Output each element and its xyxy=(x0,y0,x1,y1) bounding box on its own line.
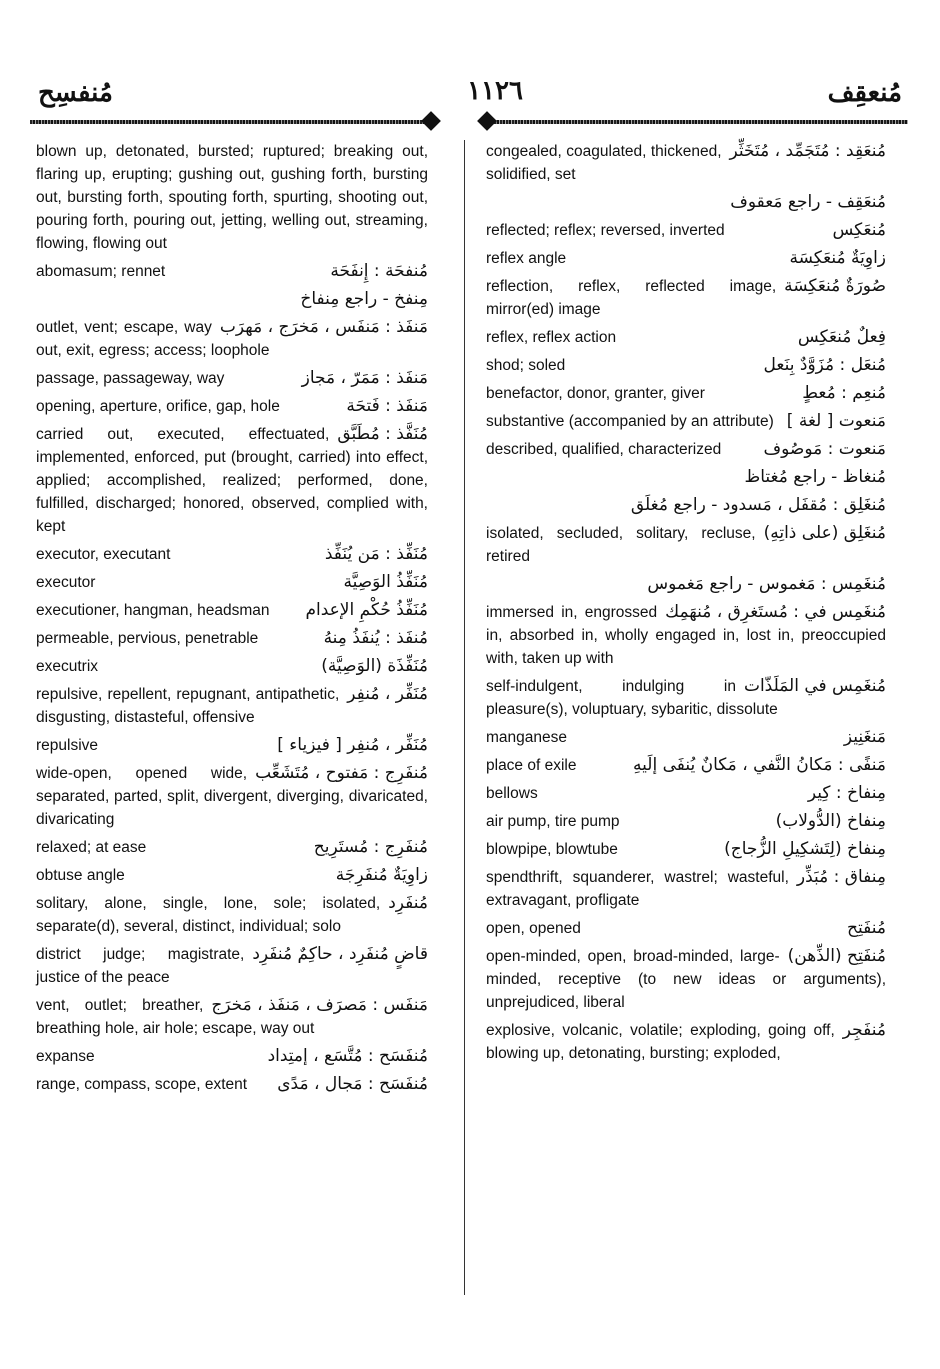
dictionary-entry xyxy=(486,354,886,377)
english-definition: expanse xyxy=(36,1048,95,1065)
arabic-headword: مُنفَرِد xyxy=(388,893,428,913)
header-rule-right xyxy=(488,118,908,126)
english-definition: opening, aperture, orifice, gap, hole xyxy=(36,398,280,415)
english-definition: obtuse angle xyxy=(36,867,125,884)
dictionary-entry xyxy=(36,599,428,622)
dictionary-entry xyxy=(486,410,886,433)
diamond-ornament-icon xyxy=(421,111,441,131)
dictionary-entry xyxy=(486,326,886,349)
english-definition: immersed in, engrossed in, absorbed in, wholly engaged in, lost in, preoccupied with, taken up with xyxy=(486,604,886,667)
arabic-headword: مُنغَلِق : مُقفَل ، مَسدود - راجع مُغلَق xyxy=(630,495,886,515)
english-definition: reflex angle xyxy=(486,250,567,267)
dictionary-entry xyxy=(36,423,428,538)
arabic-headword: مُنَفَّذ : مُطَبَّق xyxy=(337,424,428,444)
english-definition: executor, executant xyxy=(36,546,171,563)
arabic-headword: مُنفَذ : يُنفَذُ مِنهُ xyxy=(323,628,428,648)
english-definition: open-minded, open, broad-minded, large-minded, receptive (to new ideas or arguments), unprejudiced, liberal xyxy=(486,948,886,1011)
arabic-headword: مَنعوت : مَوصُوف xyxy=(763,439,886,459)
dictionary-entry xyxy=(36,1073,428,1096)
guide-word-right: مُنعقِف xyxy=(827,78,902,107)
dictionary-entry xyxy=(36,571,428,594)
arabic-headword: مُنغَمِس : مَغموس - راجع مَغموس xyxy=(647,574,886,594)
dictionary-entry xyxy=(36,316,428,362)
dictionary-entry xyxy=(486,810,886,833)
english-definition: district judge; magistrate, justice of the peace xyxy=(36,946,245,986)
arabic-headword: مَنفَذ : فَتحَة xyxy=(346,396,428,416)
diamond-ornament-icon xyxy=(477,111,497,131)
arabic-headword: مُنفَجِر xyxy=(842,1020,886,1040)
arabic-headword: مُنَفِّذ : مَن يُنَفِّذ xyxy=(324,544,428,564)
arabic-headword: مُنعَقِد : مُتَجَمِّد ، مُتَخَثِّر xyxy=(729,141,886,161)
english-definition: shod; soled xyxy=(486,357,566,374)
english-definition: reflex, reflex action xyxy=(486,329,617,346)
dictionary-entry xyxy=(486,219,886,242)
arabic-headword: مُنغاظ - راجع مُغتاظ xyxy=(744,467,886,487)
arabic-headword: مُنَفِّذَة (الوَصِيَّة) xyxy=(321,656,428,676)
english-definition: reflection, reflex, reflected image, mirror(ed) image xyxy=(486,278,777,318)
dictionary-entry xyxy=(486,466,886,489)
dictionary-entry xyxy=(486,601,886,670)
arabic-headword: مُنعَقِف - راجع مَعقوف xyxy=(730,192,886,212)
arabic-headword: مُنفحَة : إِنفَحَة xyxy=(330,261,428,281)
page-header xyxy=(30,74,910,114)
arabic-headword: مُنفَتِح xyxy=(847,918,886,938)
english-definition: place of exile xyxy=(486,757,577,774)
english-definition: abomasum; rennet xyxy=(36,263,166,280)
english-definition: blown up, detonated, bursted; ruptured; breaking out, flaring up, erupting; gushing out, gushing forth, bursting out, bursting forth, spouting forth, spurting, shooting out, pouring forth, pouring out, jetting, welling out, streaming, flowing, flowing out xyxy=(36,143,428,252)
dictionary-entry xyxy=(486,782,886,805)
dictionary-entry xyxy=(36,543,428,566)
arabic-headword: صُورَةٌ مُنعَكِسَة xyxy=(784,276,886,296)
dictionary-entry xyxy=(36,864,428,887)
english-definition: passage, passageway, way xyxy=(36,370,225,387)
english-definition: executrix xyxy=(36,658,99,675)
arabic-headword: فِعلٌ مُنعَكِس xyxy=(797,327,886,347)
arabic-headword: مُنعَل : مُزَوَّدٌ بِنَعل xyxy=(763,355,886,375)
dictionary-entry xyxy=(486,247,886,270)
dictionary-entry xyxy=(36,836,428,859)
arabic-headword: مُنَفِّر ، مُنفِر xyxy=(347,684,428,704)
english-definition: manganese xyxy=(486,729,568,746)
dictionary-entry xyxy=(486,726,886,749)
arabic-headword: مُنَفِّر ، مُنفِر [ فيزياء ] xyxy=(277,735,428,755)
english-definition: outlet, vent; escape, way out, exit, egress; access; loophole xyxy=(36,319,270,359)
english-definition: spendthrift, squanderer, wastrel; wasteful, extravagant, profligate xyxy=(486,869,789,909)
english-definition: self-indulgent, indulging in pleasure(s), voluptuary, sybaritic, dissolute xyxy=(486,678,778,718)
dictionary-entry xyxy=(486,382,886,405)
arabic-headword: مِنفاخ (لِتَشكِيلِ الزُّجاج) xyxy=(724,839,886,859)
dictionary-entry xyxy=(36,655,428,678)
guide-word-left: مُنفسِح xyxy=(38,78,113,107)
english-definition: reflected; reflex; reversed, inverted xyxy=(486,222,725,239)
left-column xyxy=(36,140,428,1101)
arabic-headword: مِنفاخ (الدُّولاب) xyxy=(775,811,886,831)
english-definition: congealed, coagulated, thickened, solidified, set xyxy=(486,143,722,183)
dictionary-entry xyxy=(486,438,886,461)
dictionary-entry xyxy=(486,917,886,940)
arabic-headword: مُنغَلِق (على ذاتِهِ) xyxy=(763,523,886,543)
arabic-headword: مُنفَسَح : مُتَّسَع ، إمتِداد xyxy=(267,1046,428,1066)
arabic-headword: مُنعِم : مُعطٍ xyxy=(802,383,886,403)
arabic-headword: مَنفَذ : مَمَرّ ، مَجاز xyxy=(301,368,428,388)
dictionary-entry xyxy=(36,762,428,831)
english-definition: bellows xyxy=(486,785,538,802)
arabic-headword: مَنغَنِيز xyxy=(843,727,886,747)
english-definition: carried out, executed, effectuated, implemented, enforced, put (brought, carried) into effect, applied; accomplished, realized; performed, done, fulfilled, discharged; honored, observed, complied with, kept xyxy=(36,426,428,535)
arabic-headword: زاوِيَةٌ مُنعَكِسَة xyxy=(789,248,886,268)
dictionary-entry xyxy=(36,994,428,1040)
header-rule-left xyxy=(30,118,430,126)
dictionary-entry xyxy=(36,627,428,650)
dictionary-entry xyxy=(486,945,886,1014)
english-definition: permeable, pervious, penetrable xyxy=(36,630,259,647)
dictionary-entry xyxy=(36,288,428,311)
english-definition: blowpipe, blowtube xyxy=(486,841,618,858)
english-definition: wide-open, opened wide, separated, parted, split, divergent, diverging, divaricated, divaricating xyxy=(36,765,428,828)
dictionary-entry xyxy=(486,1019,886,1065)
english-definition: solitary, alone, single, lone, sole; isolated, separate(d), several, distinct, individual; solo xyxy=(36,895,381,935)
dictionary-entry xyxy=(486,675,886,721)
arabic-headword: مُنفَسَح : مَجال ، مَدًى xyxy=(277,1074,428,1094)
dictionary-entry xyxy=(486,754,886,777)
arabic-headword: مَنفَذ : مَنفَس ، مَخرَج ، مَهرَب xyxy=(219,317,428,337)
arabic-headword: مِنفاق : مُبَذِّر xyxy=(796,867,886,887)
english-definition: air pump, tire pump xyxy=(486,813,620,830)
english-definition: benefactor, donor, granter, giver xyxy=(486,385,705,402)
english-definition: described, qualified, characterized xyxy=(486,441,722,458)
arabic-headword: قاضٍ مُنفَرِد ، حاكِمٌ مُنفَرِد xyxy=(252,944,428,964)
dictionary-entry xyxy=(486,573,886,596)
english-definition: repulsive, repellent, repugnant, antipathetic, disgusting, distasteful, offensive xyxy=(36,686,340,726)
dictionary-entry xyxy=(486,275,886,321)
arabic-headword: مُنَفِّذُ حُكْمِ الإعدام xyxy=(305,600,428,620)
arabic-headword: مُنَفِّذُ الوَصِيَّة xyxy=(343,572,428,592)
arabic-headword: زاوِيَةٌ مُنفَرِجَة xyxy=(335,865,428,885)
dictionary-entry xyxy=(36,395,428,418)
dictionary-entry xyxy=(36,140,428,255)
dictionary-entry xyxy=(486,522,886,568)
dictionary-entry xyxy=(486,191,886,214)
english-definition: executioner, hangman, headsman xyxy=(36,602,270,619)
dictionary-entry xyxy=(36,683,428,729)
arabic-headword: مَنفًى : مَكانُ النَّفي ، مَكانٌ يُنفَى إلَيهِ xyxy=(633,755,886,775)
right-column xyxy=(486,140,886,1070)
english-definition: explosive, volcanic, volatile; exploding, going off, blowing up, detonating, bursting; exploded, xyxy=(486,1022,835,1062)
arabic-headword: مُنغَمِس في المَلَذّات xyxy=(743,676,886,696)
arabic-headword: مَنعوت [ لغة ] xyxy=(786,411,886,431)
english-definition: isolated, secluded, solitary, recluse, retired xyxy=(486,525,756,565)
arabic-headword: مُنفَرِج : مُستَرِيح xyxy=(313,837,428,857)
english-definition: executor xyxy=(36,574,96,591)
dictionary-entry xyxy=(486,140,886,186)
english-definition: relaxed; at ease xyxy=(36,839,147,856)
arabic-headword: مُنفَتِح (الذِّهن) xyxy=(787,946,886,966)
dictionary-entry xyxy=(486,494,886,517)
dictionary-entry xyxy=(486,838,886,861)
dictionary-entry xyxy=(36,1045,428,1068)
english-definition: vent, outlet; breather, breathing hole, air hole; escape, way out xyxy=(36,997,315,1037)
arabic-headword: مَنفَس : مَصرَف ، مَنفَذ ، مَخرَج xyxy=(211,995,428,1015)
dictionary-entry xyxy=(36,367,428,390)
page-number: ١١٢٦ xyxy=(467,76,523,105)
english-definition: substantive (accompanied by an attribute) xyxy=(486,413,774,430)
english-definition: open, opened xyxy=(486,920,581,937)
dictionary-entry xyxy=(36,943,428,989)
arabic-headword: مِنفاخ : كِير xyxy=(807,783,886,803)
dictionary-entry xyxy=(486,866,886,912)
english-definition: repulsive xyxy=(36,737,99,754)
arabic-headword: مُنفَرِج : مَفتوح ، مُتَشَعِّب xyxy=(255,763,428,783)
column-divider xyxy=(464,140,465,1295)
english-definition: range, compass, scope, extent xyxy=(36,1076,248,1093)
arabic-headword: مُنعَكِس xyxy=(832,220,886,240)
arabic-headword: مِنفخ - راجع مِنفاخ xyxy=(300,289,428,309)
arabic-headword: مُنغَمِس في : مُستَغرِق ، مُنهَمِك xyxy=(665,602,886,622)
dictionary-entry xyxy=(36,892,428,938)
dictionary-entry xyxy=(36,260,428,283)
dictionary-entry xyxy=(36,734,428,757)
